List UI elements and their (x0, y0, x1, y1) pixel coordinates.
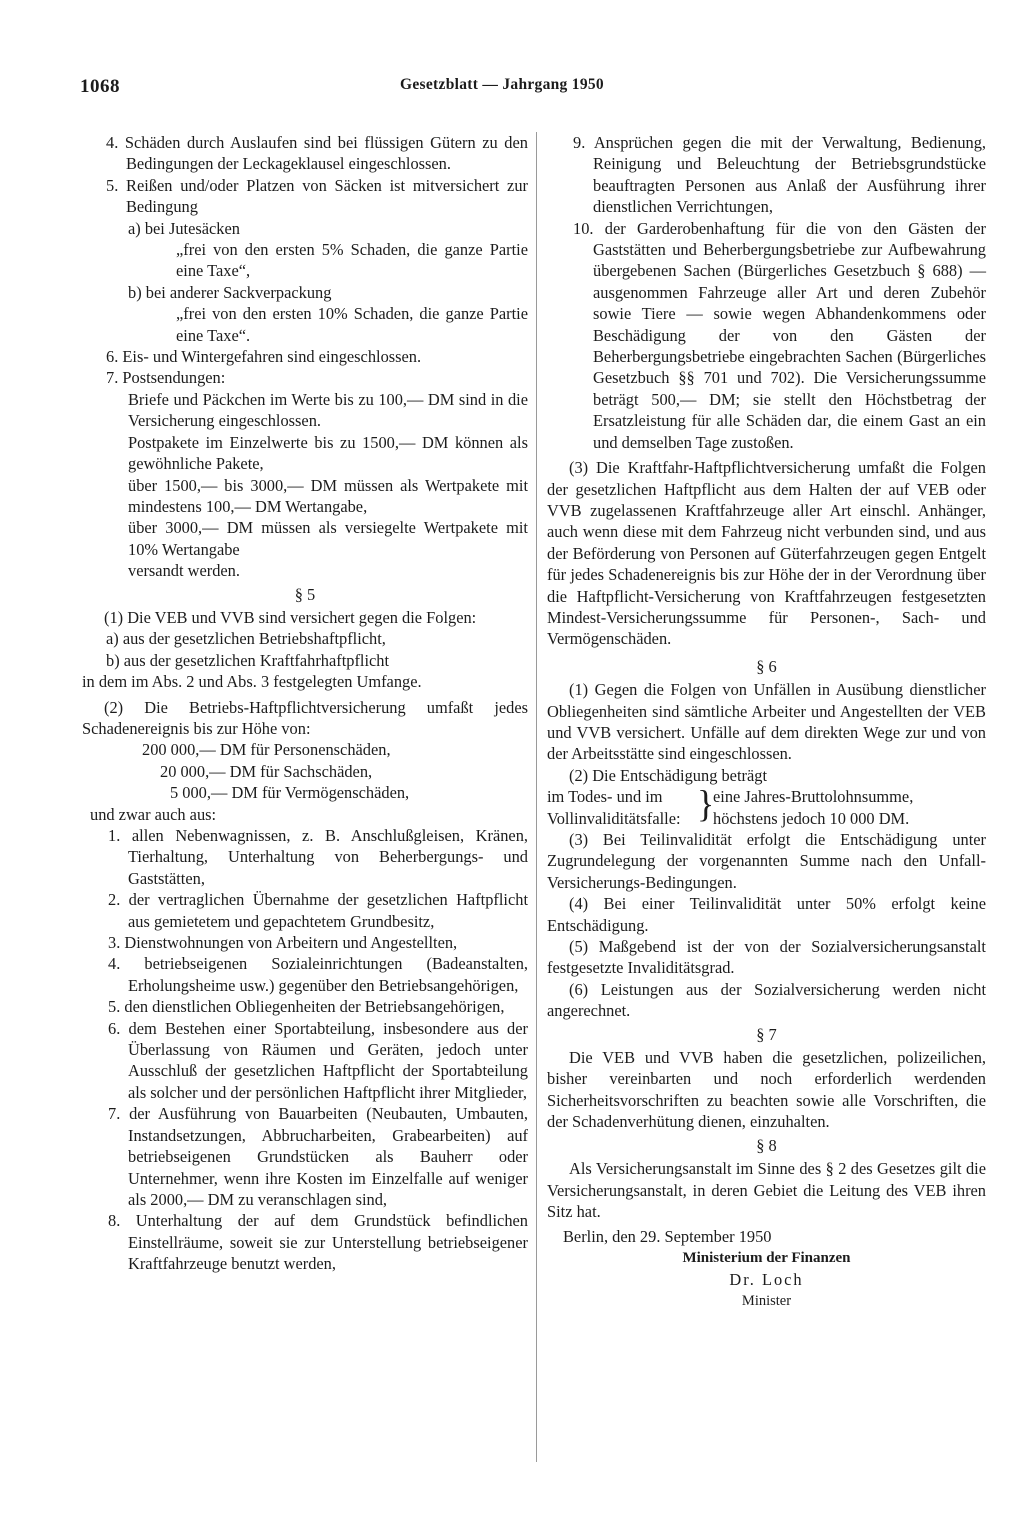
section-heading: § 8 (756, 1135, 777, 1155)
section-heading: § 6 (756, 656, 777, 676)
list-item: 2. der vertraglichen Übernahme der gesetzlichen Haftpflicht aus gemietetem und gepachtetem Grundbesitz, (108, 890, 528, 931)
benefit-value: höchstens jedoch 10 000 DM. (713, 808, 910, 828)
sub-item: b) bei anderer Sackverpackung (128, 282, 332, 302)
benefit-value: eine Jahres-Bruttolohnsumme, (713, 787, 914, 807)
page-number: 1068 (80, 76, 120, 97)
brace: } (697, 783, 715, 826)
left-column (82, 132, 528, 1275)
list-item: 6. Eis- und Wintergefahren sind eingeschlossen. (106, 347, 422, 367)
list-item: 4. betriebseigenen Sozialeinrichtungen (Badeanstalten, Erholungsheime usw.) gegenüber den Betriebsangehörigen, (108, 954, 528, 995)
date-line: Berlin, den 29. September 1950 (563, 1227, 772, 1247)
paragraph: in dem im Abs. 2 und Abs. 3 festgelegten Umfange. (82, 672, 422, 692)
ministry-name: Ministerium der Finanzen (682, 1249, 851, 1266)
amount: 20 000,— DM für Sachschäden, (160, 761, 373, 781)
list-item: 5. Reißen und/oder Platzen von Säcken ist mitversichert zur Bedingung (106, 175, 528, 217)
signer-role: Minister (741, 1292, 792, 1309)
postal-text: Postpakete im Einzelwerte bis zu 1500,— DM können als gewöhnliche Pakete, (128, 432, 528, 474)
paragraph: (6) Leistungen aus der Sozialversicherung werden nicht angerechnet. (547, 979, 986, 1021)
paragraph: (2) Die Entschädigung beträgt (569, 765, 767, 785)
paragraph: Die VEB und VVB haben die gesetzlichen, polizeilichen, bisher vereinbarten und noch erforderlich werdenden Sicherheitsvorschriften zu beachten sowie alle Vorschriften, die der Schadenverhütung dienen, einzuhalten. (547, 1048, 986, 1132)
paragraph: (1) Die VEB und VVB sind versichert gegen die Folgen: (104, 607, 477, 627)
benefit-table (547, 783, 986, 829)
list-item: 5. den dienstlichen Obliegenheiten der Betriebsangehörigen, (108, 997, 505, 1017)
right-column (547, 132, 986, 1312)
postal-text: Briefe und Päckchen im Werte bis zu 100,— DM sind in die Versicherung eingeschlossen. (128, 389, 528, 431)
amount: 5 000,— DM für Vermögenschäden, (170, 783, 410, 803)
list-item: 6. dem Bestehen einer Sportabteilung, insbesondere aus der Überlassung von Räumen und Geräten, jedoch unter Ausschluß der gesetzlichen Haftpflicht der Sportabteilung als solcher und der persönlichen Haftpflicht ihrer Mitglieder, (108, 1018, 528, 1102)
list-item: 1. allen Nebenwagnissen, z. B. Anschlußgleisen, Kränen, Tierhaltung, Unterhaltung von Beherbergungs- und Gaststätten, (108, 826, 528, 888)
section-heading: § 7 (756, 1024, 777, 1044)
paragraph: und zwar auch aus: (90, 804, 217, 824)
paragraph: (3) Bei Teilinvalidität erfolgt die Entschädigung unter Zugrundelegung der vorgenannten Summe nach den Unfall-Versicherungs-Bedingungen. (547, 830, 986, 892)
postal-text: versandt werden. (128, 561, 240, 581)
list-item: 7. der Ausführung von Bauarbeiten (Neubauten, Umbauten, Instandsetzungen, Abbrucharbeiten, Grabearbeiten) auf betriebseigenen Grundstücken als Bauherr oder Unternehmer, wenn ihre Kosten im Einzelfalle auf weniger als 2000,— DM zu veranschlagen sind, (108, 1104, 528, 1209)
list-item: 4. Schäden durch Auslaufen sind bei flüssigen Gütern zu den Bedingungen der Leckageklausel eingeschlossen. (106, 133, 528, 174)
quote: „frei von den ersten 10% Schaden, die ganze Partie eine Taxe“. (176, 304, 528, 345)
running-header: Gesetzblatt — Jahrgang 1950 (400, 76, 604, 93)
column-rule (536, 132, 537, 1462)
sub-item: b) aus der gesetzlichen Kraftfahrhaftpflicht (106, 650, 390, 670)
list-item: 9. Ansprüchen gegen die mit der Verwaltung, Bedienung, Reinigung und Beleuchtung der Betriebsgrundstücke beauftragten Personen aus Anlaß der Ausführung ihrer dienstlichen Verrichtungen, (573, 133, 986, 217)
signer-name: Dr. Loch (729, 1270, 804, 1290)
paragraph: (3) Die Kraftfahr-Haftpflichtversicherung umfaßt die Folgen der gesetzlichen Haftpflicht aus dem Halten der auf VEB oder VVB zugelassenen Kraftfahrzeuge aller Art einschl. Anhänger, auch wenn diese mit dem Fahrzeug nicht verbunden sind, und aus der Beförderung von Personen auf Güterfahrzeugen gegen Entgelt für jedes Schadenereignis bis zur Höhe der in der Verordnung über die Haftpflicht-Versicherung von Kraftfahrzeugen festgesetzten Mindest-Versicherungssumme für Personen-, Sach- und Vermögenschäden. (547, 458, 986, 649)
list-item: 7. Postsendungen: (106, 368, 226, 388)
list-item: 8. Unterhaltung der auf dem Grundstück befindlichen Einstellräume, soweit sie zur Unterstellung betriebseigener Kraftfahrzeuge benutzt werden, (108, 1211, 528, 1274)
list-item: 3. Dienstwohnungen von Arbeitern und Angestellten, (108, 933, 458, 953)
paragraph: (5) Maßgebend ist der von der Sozialversicherungsanstalt festgesetzte Invaliditätsgrad. (547, 937, 986, 978)
amount: 200 000,— DM für Personenschäden, (142, 740, 391, 760)
list-item: 10. der Garderobenhaftung für die von den Gästen der Gaststätten und Beherbergungsbetriebe zur Aufbewahrung übergebenen Sachen (Bürgerliches Gesetzbuch § 688) — ausgenommen Fahrzeuge aller Art und deren Zubehör sowie Tiere — sowie wegen Abhandenkommens oder Beschädigung der von den Gästen der Beherbergungsbetriebe eingebrachten Sachen (Bürgerliches Gesetzbuch §§ 701 und 702). Die Versicherungssumme beträgt 500,— DM; sie stellt den Höchstbetrag der Ersatzleistung für alle Schäden dar, die einem Gast an ein und demselben Tage zustoßen. (573, 218, 986, 452)
quote: „frei von den ersten 5% Schaden, die ganze Partie eine Taxe“, (176, 240, 528, 281)
paragraph: (4) Bei einer Teilinvalidität unter 50% erfolgt keine Entschädigung. (547, 894, 986, 935)
paragraph: (1) Gegen die Folgen von Unfällen in Ausübung dienstlicher Obliegenheiten sind sämtliche Arbeiter und Angestellten der VEB und VVB versichert. Unfälle auf dem direkten Wege zur und von der Arbeitsstätte sind eingeschlossen. (547, 680, 986, 764)
benefit-label: Vollinvaliditätsfalle: (547, 808, 681, 828)
paragraph: Als Versicherungsanstalt im Sinne des § 2 des Gesetzes gilt die Versicherungsanstalt, in deren Gebiet die Leitung des VEB ihren Sitz hat. (547, 1159, 986, 1221)
sub-item: a) aus der gesetzlichen Betriebshaftpflicht, (106, 629, 386, 649)
paragraph: (2) Die Betriebs-Haftpflichtversicherung umfaßt jedes Schadenereignis bis zur Höhe von: (82, 697, 528, 738)
benefit-label: im Todes- und im (547, 787, 663, 807)
sub-item: a) bei Jutesäcken (128, 218, 240, 238)
section-heading: § 5 (294, 584, 316, 604)
postal-text: über 3000,— DM müssen als versiegelte Wertpakete mit 10% Wertangabe (128, 518, 528, 559)
postal-text: über 1500,— bis 3000,— DM müssen als Wertpakete mit mindestens 100,— DM Wertangabe, (128, 475, 528, 516)
